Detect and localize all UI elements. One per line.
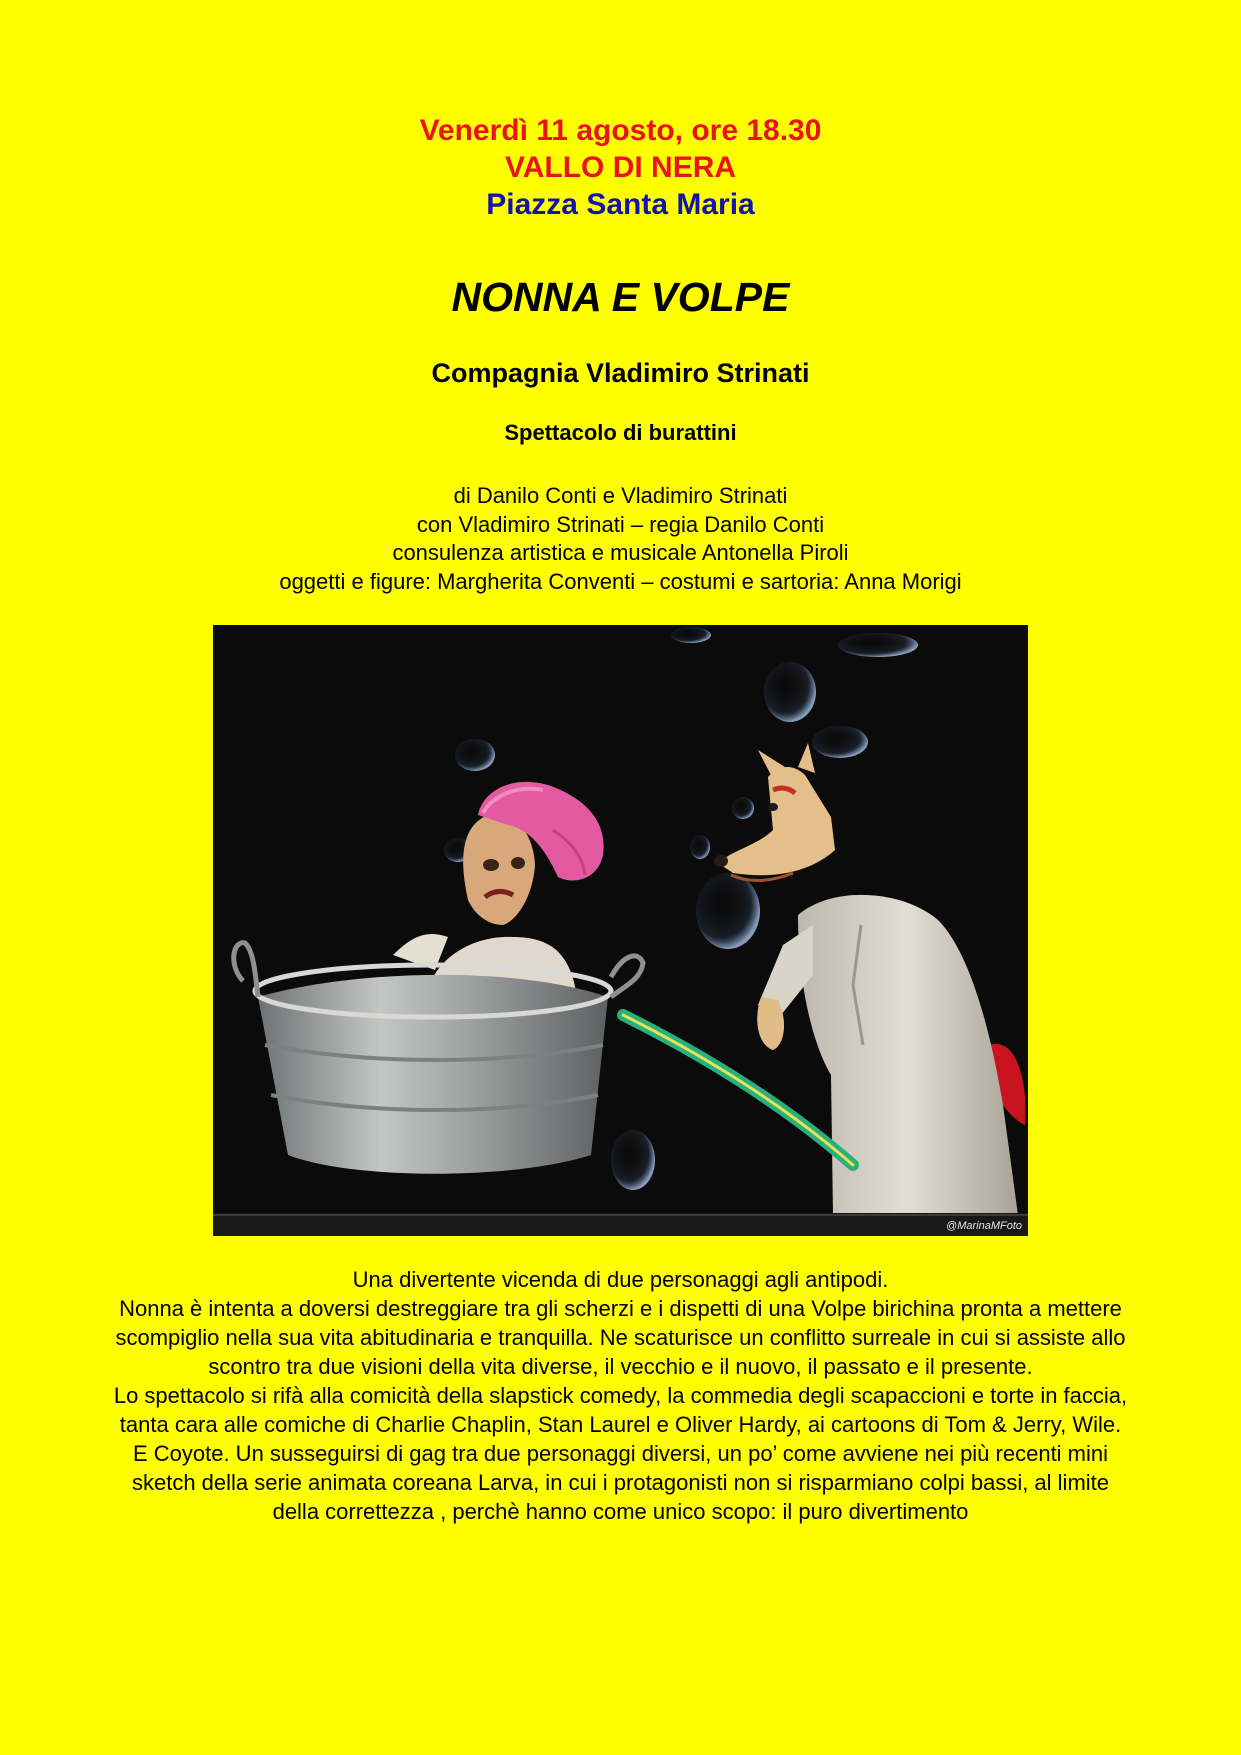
credit-line: con Vladimiro Strinati – regia Danilo Conti xyxy=(416,511,825,537)
company-name: Compagnia Vladimiro Strinati xyxy=(431,358,810,388)
show-photo xyxy=(213,625,1028,1236)
event-date-time: Venerdì 11 agosto, ore 18.30 xyxy=(419,114,822,147)
description-paragraph: Nonna è intenta a doversi destreggiare tra gli scherzi e i dispetti di una Volpe birichina pronta a mettere scompiglio nella sua vita abitudinaria e tranquilla. Ne scaturisce un conflitto surreale in cui si assiste allo scontro tra due visioni della vita diverse, il vecchio e il nuovo, il passato e il presente. xyxy=(115,1296,1126,1379)
show-genre: Spettacolo di burattini xyxy=(504,420,737,445)
event-header xyxy=(0,112,1241,223)
credits-block xyxy=(0,482,1241,596)
credit-line: oggetti e figure: Margherita Conventi – costumi e sartoria: Anna Morigi xyxy=(279,568,962,594)
credit-line: consulenza artistica e musicale Antonella Piroli xyxy=(392,540,849,565)
description-paragraph: Una divertente vicenda di due personaggi agli antipodi. xyxy=(352,1267,889,1292)
show-description xyxy=(110,1265,1131,1526)
credit-line: di Danilo Conti e Vladimiro Strinati xyxy=(453,483,788,508)
description-paragraph: Lo spettacolo si rifà alla comicità della slapstick comedy, la commedia degli scapaccioni e torte in faccia, tanta cara alle comiche di Charlie Chaplin, Stan Laurel e Oliver Hardy, ai cartoons di Tom & Jerry, Wile. E Coyote. Un susseguirsi di gag tra due personaggi diversi, un po’ come avviene nei più recenti mini sketch della serie animata coreana Larva, in cui i protagonisti non si risparmiano colpi bassi, al limite della correttezza , perchè hanno come unico scopo: il puro divertimento xyxy=(113,1383,1128,1524)
photo-credit: @MarinaMFoto xyxy=(946,1220,1022,1232)
event-town: VALLO DI NERA xyxy=(504,151,737,184)
puppet-scene-illustration xyxy=(213,625,1028,1236)
show-title: NONNA E VOLPE xyxy=(451,274,790,320)
event-venue: Piazza Santa Maria xyxy=(486,188,755,221)
stage-rail xyxy=(213,1213,1028,1236)
